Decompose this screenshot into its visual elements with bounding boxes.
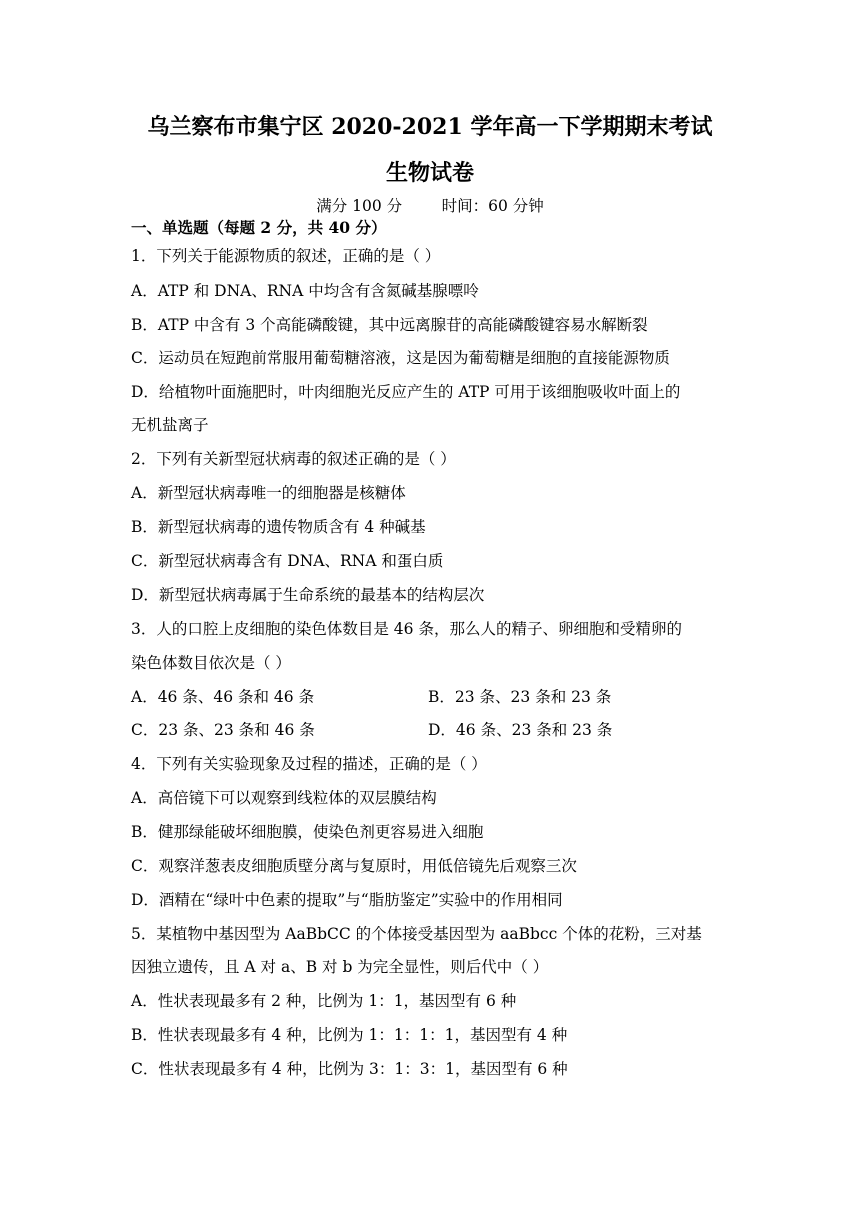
question-5-option-a: A．性状表现最多有 2 种，比例为 1：1，基因型有 6 种: [131, 992, 517, 1010]
exam-subtitle: 生物试卷: [385, 160, 474, 186]
question-4-option-b: B．健那绿能破坏细胞膜，使染色剂更容易进入细胞: [131, 823, 484, 841]
question-2-option-a: A．新型冠状病毒唯一的细胞器是核糖体: [131, 484, 406, 502]
question-3-stem: 3．人的口腔上皮细胞的染色体数目是 46 条，那么人的精子、卵细胞和受精卵的: [131, 620, 682, 638]
question-2-stem: 2．下列有关新型冠状病毒的叙述正确的是（ ）: [131, 450, 456, 468]
question-1-option-d: D．给植物叶面施肥时，叶肉细胞光反应产生的 ATP 可用于该细胞吸收叶面上的: [131, 383, 681, 401]
question-1-stem: 1．下列关于能源物质的叙述，正确的是（ ）: [131, 247, 441, 265]
question-1-option-c: C．运动员在短跑前常服用葡萄糖溶液，这是因为葡萄糖是细胞的直接能源物质: [131, 349, 670, 367]
exam-title: 乌兰察布市集宁区 2020-2021 学年高一下学期期末考试: [147, 114, 713, 140]
question-4-option-c: C．观察洋葱表皮细胞质壁分离与复原时，用低倍镜先后观察三次: [131, 857, 577, 875]
question-2-option-c: C．新型冠状病毒含有 DNA、RNA 和蛋白质: [131, 552, 444, 570]
question-3-option-b: B．23 条、23 条和 23 条: [428, 688, 612, 706]
question-1-option-a: A．ATP 和 DNA、RNA 中均含有含氮碱基腺嘌呤: [131, 282, 479, 300]
question-4-stem: 4．下列有关实验现象及过程的描述，正确的是（ ）: [131, 755, 487, 773]
score-time-info: 满分 100 分 时间：60 分钟: [316, 197, 544, 215]
question-5-stem-cont: 因独立遗传，且 A 对 a、B 对 b 为完全显性，则后代中（ ）: [131, 958, 549, 976]
question-5-option-b: B．性状表现最多有 4 种，比例为 1：1：1：1，基因型有 4 种: [131, 1026, 568, 1044]
question-3-option-c: C．23 条、23 条和 46 条: [131, 721, 315, 739]
question-4-option-a: A．高倍镜下可以观察到线粒体的双层膜结构: [131, 789, 437, 807]
question-2-option-b: B．新型冠状病毒的遗传物质含有 4 种碱基: [131, 518, 426, 536]
question-3-option-a: A．46 条、46 条和 46 条: [131, 688, 315, 706]
question-2-option-d: D．新型冠状病毒属于生命系统的最基本的结构层次: [131, 586, 485, 604]
question-5-stem: 5．某植物中基因型为 AaBbCC 的个体接受基因型为 aaBbcc 个体的花粉，三对基: [131, 925, 702, 943]
question-1-option-b: B．ATP 中含有 3 个高能磷酸键，其中远离腺苷的高能磷酸键容易水解断裂: [131, 316, 648, 334]
question-1-option-d-cont: 无机盐离子: [131, 416, 209, 434]
question-3-stem-cont: 染色体数目依次是（ ）: [131, 654, 291, 672]
question-3-option-d: D．46 条、23 条和 23 条: [428, 721, 613, 739]
question-4-option-d: D．酒精在“绿叶中色素的提取”与“脂肪鉴定”实验中的作用相同: [131, 891, 563, 909]
section-heading: 一、单选题（每题 2 分，共 40 分）: [131, 218, 387, 237]
question-5-option-c: C．性状表现最多有 4 种，比例为 3：1：3：1，基因型有 6 种: [131, 1060, 568, 1078]
